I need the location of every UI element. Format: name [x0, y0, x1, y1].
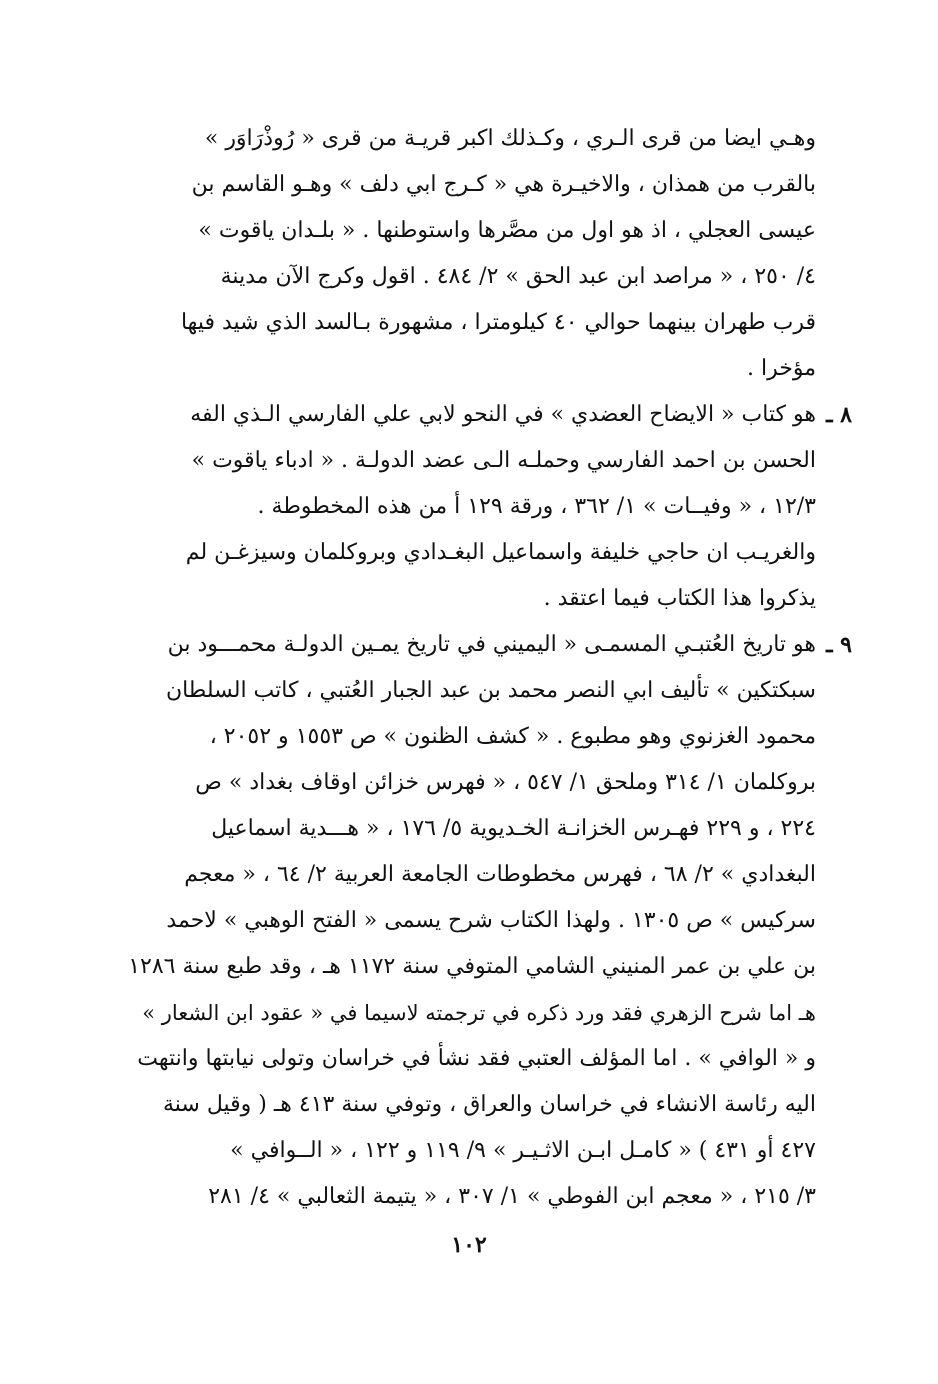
text-line: والغريـب ان حاجي خليفة واسماعيل البغـدادي وبروكلمان وسيزغـن لم — [185, 540, 816, 565]
text-line: مؤخرا . — [747, 356, 816, 381]
text-line: البغدادي » ٢/ ٦٨ ، فهرس مخطوطات الجامعة العربية ٢/ ٦٤ ، « معجم — [184, 862, 816, 887]
text-line: ٤٢٧ أو ٤٣١ ) « كامـل ابـن الاثـيـر » ٩/ ١١٩ و ١٢٢ ، « الــوافي » — [230, 1138, 816, 1163]
text-line: ٢٢٤ ، و ٢٢٩ فهـرس الخزانـة الخـديوية ٥/ ١٧٦ ، « هـــدية اسماعيل — [211, 816, 816, 841]
text-line: بن علي بن عمر المنيني الشامي المتوفي سنة ١١٧٢ هـ ، وقد طبع سنة ١٢٨٦ — [128, 954, 816, 979]
text-line: سبكتكين » تأليف ابي النصر محمد بن عبد الجبار العُتبي ، كاتب السلطان — [165, 678, 816, 703]
page-number: ١٠٢ — [451, 1232, 487, 1258]
text-line: محمود الغزنوي وهو مطبوع . « كشف الظنون » ص ١٥٥٣ و ٢٠٥٢ ، — [209, 724, 816, 749]
text-line: ٣/ ٢١٥ ، « معجم ابن الفوطي » ١/ ٣٠٧ ، « يتيمة الثعالبي » ٤/ ٢٨١ — [208, 1184, 816, 1209]
text-line: بروكلمان ١/ ٣١٤ وملحق ١/ ٥٤٧ ، « فهرس خزائن اوقاف بغداد » ص — [195, 770, 816, 795]
text-line: يذكروا هذا الكتاب فيما اعتقد . — [543, 586, 816, 611]
text-line: ١٢/٣ ، « وفيــات » ١/ ٣٦٢ ، ورقة ١٢٩ أ من هذه المخطوطة . — [257, 494, 816, 519]
paragraph-continuation — [128, 116, 816, 392]
text-line: الحسن بن احمد الفارسي وحملـه الـى عضد الدولـة . « ادباء ياقوت » — [191, 448, 816, 473]
text-line: و « الوافي » . اما المؤلف العتبي فقد نشأ في خراسان وتولى نيابتها وانتهت — [137, 1046, 816, 1071]
text-line: هو كتاب « الايضاح العضدي » في النحو لابي علي الفارسي الـذي الفه — [190, 402, 816, 427]
text-line: قرب طهران بينهما حوالي ٤٠ كيلومترا ، مشهورة بـالسد الذي شيد فيها — [180, 310, 816, 335]
note-number: ٩ ـ — [826, 632, 852, 658]
text-line: اليه رئاسة الانشاء في خراسان والعراق ، وتوفي سنة ٤١٣ هـ ( وقيل سنة — [162, 1092, 816, 1117]
note-9 — [128, 622, 852, 1220]
text-line: هـ اما شرح الزهري فقد ورد ذكره في ترجمته لاسيما في « عقود ابن الشعار » — [142, 1001, 816, 1025]
note-number: ٨ ـ — [826, 402, 852, 428]
text-line: سركيس » ص ١٣٠٥ . ولهذا الكتاب شرح يسمى « الفتح الوهبي » لاحمد — [166, 908, 816, 933]
note-8 — [128, 392, 852, 622]
text-line: عيسى العجلي ، اذ هو اول من مصَّرها واستوطنها . « بلـدان ياقوت » — [198, 218, 816, 243]
text-line: ٤/ ٢٥٠ ، « مراصد ابن عبد الحق » ٢/ ٤٨٤ . اقول وكرج الآن مدينة — [220, 264, 816, 289]
text-line: بالقرب من همذان ، والاخيـرة هي « كـرج ابي دلف » وهـو القاسم بن — [191, 172, 816, 197]
text-line: هو تاريخ العُتبـي المسمـى « اليميني في تاريخ يمـين الدولـة محمـــود بن — [167, 632, 816, 657]
text-line: وهـي ايضا من قرى الـري ، وكـذلك اكبر قريـة من قرى « رُوذْرَاوَر » — [204, 126, 816, 151]
